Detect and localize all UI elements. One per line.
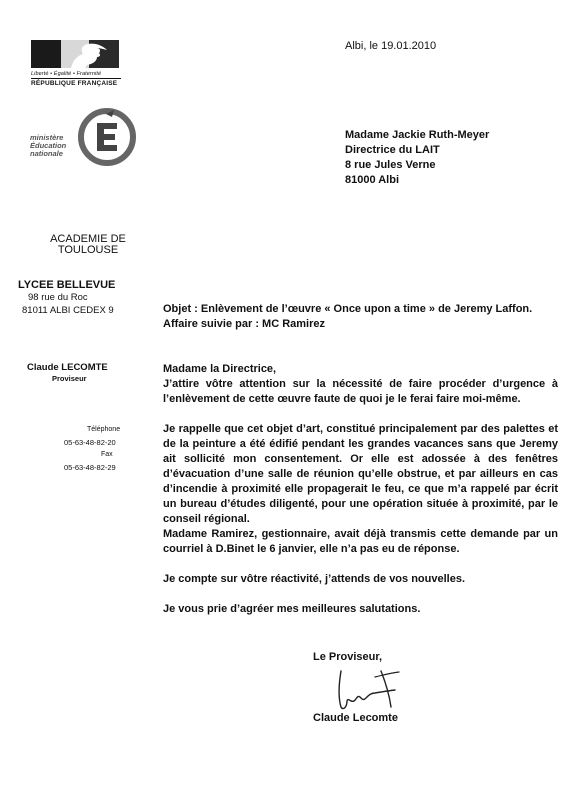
objet-line: Objet : Enlèvement de l’œuvre « Once upon a time » de Jeremy Laffon. bbox=[163, 303, 533, 315]
recipient-city: 81000 Albi bbox=[345, 174, 400, 186]
paragraph-reactivite: Je compte sur vôtre réactivité, j’attends de vos nouvelles. bbox=[163, 573, 466, 585]
objet-block bbox=[163, 302, 573, 332]
sender-proviseur-name: Claude LECOMTE bbox=[27, 362, 108, 373]
marianne-flag-icon bbox=[31, 40, 119, 68]
telephone-label: Téléphone bbox=[87, 426, 121, 433]
signature-title: Le Proviseur, bbox=[313, 651, 383, 663]
academie-name: ACADEMIE DE TOULOUSE bbox=[50, 233, 126, 256]
date-line: Albi, le 19.01.2010 bbox=[345, 40, 437, 52]
republique-francaise-text: RÉPUBLIQUE FRANÇAISE bbox=[31, 78, 121, 87]
republique-francaise-logo bbox=[31, 40, 121, 87]
motto-text: Liberté • Égalité • Fraternité bbox=[31, 71, 102, 77]
paragraph-intro: J’attire vôtre attention sur la nécessité de faire procéder d’urgence à l’enlèvement de cette œuvre faute de quoi je le ferai faire moi-même. bbox=[163, 378, 558, 405]
paragraph-art-object: Je rappelle que cet objet d’art, constitué principalement par des palettes et de la peinture a été édifié pendant les grandes vacances sans que Jeremy ait sollicité mon consentement. Or elle est adossée à des fenêtres d’évacuation d’une salle de réunion qu’elle obstrue, et par ailleurs en cas d’incendie à proximité elle propagerait le feu, ce que m’a rappelé par écrit un bureau d’études diligenté, pour une opération située à proximité, par le conseil régional. bbox=[163, 423, 558, 525]
paragraph-salutations: Je vous prie d’agréer mes meilleures salutations. bbox=[163, 603, 421, 615]
salutation: Madame la Directrice, bbox=[163, 363, 277, 375]
signature-name: Claude Lecomte bbox=[313, 712, 398, 724]
education-e-icon bbox=[78, 108, 136, 166]
ministere-education-logo bbox=[30, 108, 126, 168]
recipient-street: 8 rue Jules Verne bbox=[345, 159, 436, 171]
sender-street: 98 rue du Roc bbox=[28, 292, 88, 303]
recipient-title: Directrice du LAIT bbox=[345, 144, 440, 156]
lycee-name: LYCEE BELLEVUE bbox=[18, 279, 116, 291]
fax-label: Fax bbox=[101, 451, 113, 458]
marianne-profile-icon bbox=[67, 42, 111, 68]
recipient-name: Madame Jackie Ruth-Meyer bbox=[345, 129, 490, 141]
telephone-number: 05-63-48-82-20 bbox=[64, 438, 116, 447]
recipient-address bbox=[345, 128, 489, 188]
sender-city: 81011 ALBI CEDEX 9 bbox=[22, 305, 114, 316]
paragraph-ramirez: Madame Ramirez, gestionnaire, avait déjà transmis cette demande par un courriel à D.Binet le 6 janvier, elle n’a pas eu de réponse. bbox=[163, 528, 558, 555]
ministere-text: ministère Éducation nationale bbox=[30, 133, 67, 158]
fax-number: 05-63-48-82-29 bbox=[64, 463, 116, 472]
handwritten-signature-icon bbox=[335, 667, 415, 713]
sender-proviseur-title: Proviseur bbox=[52, 374, 87, 383]
affaire-suivie-line: Affaire suivie par : MC Ramirez bbox=[163, 318, 325, 330]
letter-body bbox=[163, 362, 558, 617]
